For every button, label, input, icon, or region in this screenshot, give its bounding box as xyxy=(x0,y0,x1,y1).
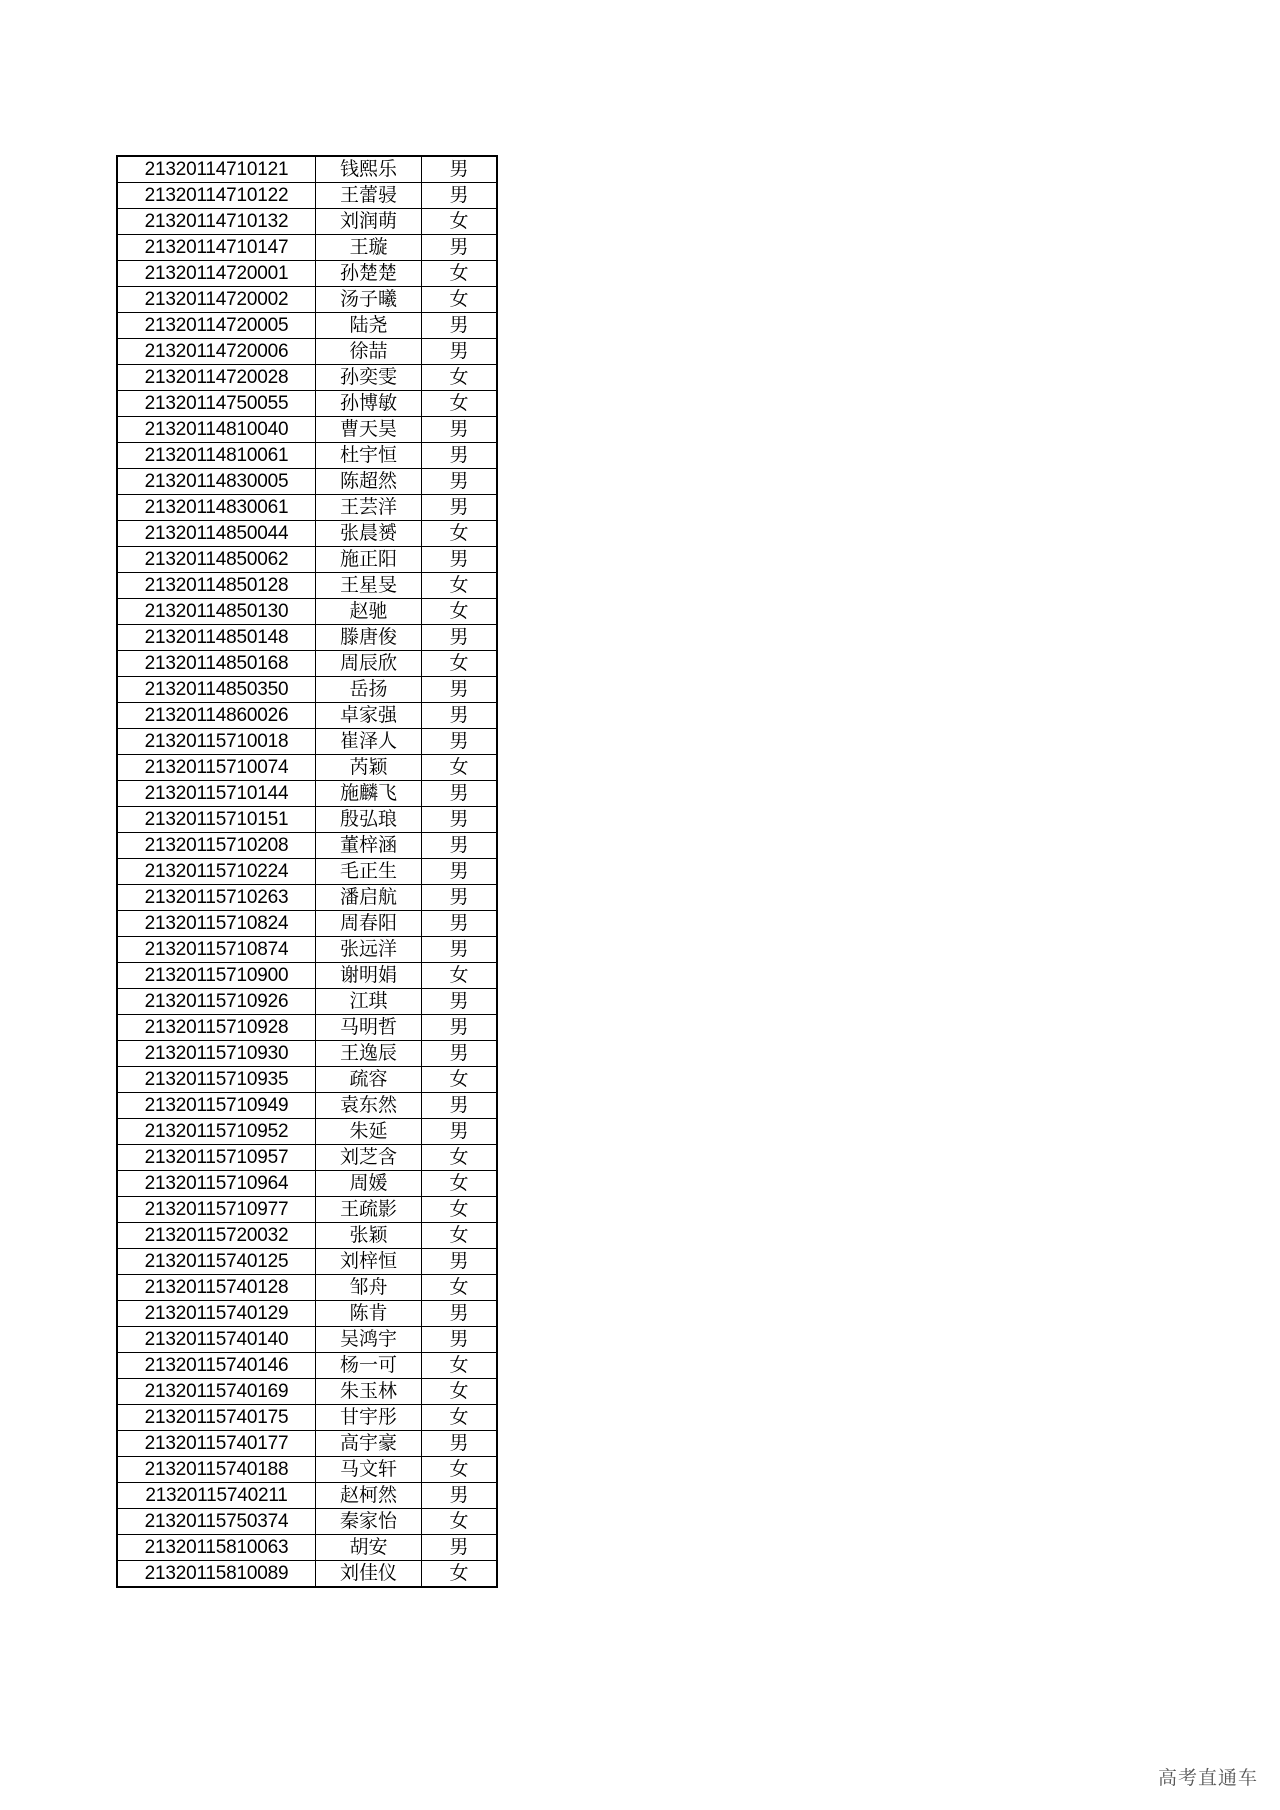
student-name-cell: 毛正生 xyxy=(316,859,422,885)
student-gender-cell: 女 xyxy=(422,755,498,781)
table-row xyxy=(117,1431,497,1457)
student-name-cell: 张颖 xyxy=(316,1223,422,1249)
student-name-cell: 王璇 xyxy=(316,235,422,261)
student-id-cell: 21320114830005 xyxy=(117,469,316,495)
student-name-cell: 周辰欣 xyxy=(316,651,422,677)
student-name-cell: 芮颖 xyxy=(316,755,422,781)
student-gender-cell: 女 xyxy=(422,1275,498,1301)
table-row xyxy=(117,651,497,677)
table-row xyxy=(117,547,497,573)
table-row xyxy=(117,443,497,469)
student-id-cell: 21320114710147 xyxy=(117,235,316,261)
student-name-cell: 马文轩 xyxy=(316,1457,422,1483)
student-id-cell: 21320115740128 xyxy=(117,1275,316,1301)
student-gender-cell: 男 xyxy=(422,469,498,495)
student-id-cell: 21320115710926 xyxy=(117,989,316,1015)
student-id-cell: 21320115710824 xyxy=(117,911,316,937)
student-id-cell: 21320115710263 xyxy=(117,885,316,911)
table-row xyxy=(117,1535,497,1561)
student-gender-cell: 男 xyxy=(422,313,498,339)
student-name-cell: 周媛 xyxy=(316,1171,422,1197)
table-row xyxy=(117,183,497,209)
student-gender-cell: 男 xyxy=(422,1093,498,1119)
table-row xyxy=(117,1327,497,1353)
student-id-cell: 21320115710949 xyxy=(117,1093,316,1119)
student-id-cell: 21320115740169 xyxy=(117,1379,316,1405)
student-name-cell: 秦家怡 xyxy=(316,1509,422,1535)
table-row xyxy=(117,989,497,1015)
student-id-cell: 21320114850128 xyxy=(117,573,316,599)
table-row xyxy=(117,755,497,781)
student-name-cell: 陈超然 xyxy=(316,469,422,495)
student-gender-cell: 男 xyxy=(422,703,498,729)
student-roster-table xyxy=(116,155,498,1588)
table-row xyxy=(117,1171,497,1197)
student-gender-cell: 女 xyxy=(422,1197,498,1223)
student-id-cell: 21320115710018 xyxy=(117,729,316,755)
student-id-cell: 21320115810089 xyxy=(117,1561,316,1588)
student-name-cell: 汤子曦 xyxy=(316,287,422,313)
roster-body xyxy=(117,156,497,1587)
student-name-cell: 江琪 xyxy=(316,989,422,1015)
student-id-cell: 21320114850350 xyxy=(117,677,316,703)
student-gender-cell: 男 xyxy=(422,235,498,261)
student-id-cell: 21320114850044 xyxy=(117,521,316,547)
table-row xyxy=(117,703,497,729)
student-name-cell: 孙博敏 xyxy=(316,391,422,417)
student-id-cell: 21320115710964 xyxy=(117,1171,316,1197)
table-row xyxy=(117,313,497,339)
student-gender-cell: 男 xyxy=(422,1327,498,1353)
student-id-cell: 21320115720032 xyxy=(117,1223,316,1249)
student-gender-cell: 男 xyxy=(422,1535,498,1561)
student-name-cell: 朱延 xyxy=(316,1119,422,1145)
student-gender-cell: 男 xyxy=(422,911,498,937)
student-gender-cell: 女 xyxy=(422,1353,498,1379)
student-gender-cell: 女 xyxy=(422,365,498,391)
student-name-cell: 甘宇彤 xyxy=(316,1405,422,1431)
student-gender-cell: 男 xyxy=(422,937,498,963)
student-id-cell: 21320115740125 xyxy=(117,1249,316,1275)
student-name-cell: 刘梓恒 xyxy=(316,1249,422,1275)
student-name-cell: 赵驰 xyxy=(316,599,422,625)
table-row xyxy=(117,417,497,443)
student-name-cell: 陆尧 xyxy=(316,313,422,339)
student-id-cell: 21320114710132 xyxy=(117,209,316,235)
student-name-cell: 陈肯 xyxy=(316,1301,422,1327)
student-name-cell: 刘芝含 xyxy=(316,1145,422,1171)
student-gender-cell: 男 xyxy=(422,677,498,703)
student-name-cell: 刘佳仪 xyxy=(316,1561,422,1588)
table-row xyxy=(117,365,497,391)
student-gender-cell: 女 xyxy=(422,963,498,989)
table-row xyxy=(117,807,497,833)
student-gender-cell: 女 xyxy=(422,1509,498,1535)
student-name-cell: 潘启航 xyxy=(316,885,422,911)
table-row xyxy=(117,1093,497,1119)
student-gender-cell: 男 xyxy=(422,183,498,209)
student-gender-cell: 男 xyxy=(422,729,498,755)
table-row xyxy=(117,963,497,989)
student-gender-cell: 女 xyxy=(422,573,498,599)
student-id-cell: 21320115710151 xyxy=(117,807,316,833)
student-gender-cell: 男 xyxy=(422,1119,498,1145)
student-name-cell: 马明哲 xyxy=(316,1015,422,1041)
student-name-cell: 朱玉林 xyxy=(316,1379,422,1405)
student-name-cell: 岳扬 xyxy=(316,677,422,703)
student-name-cell: 杨一可 xyxy=(316,1353,422,1379)
student-id-cell: 21320114810061 xyxy=(117,443,316,469)
student-gender-cell: 女 xyxy=(422,521,498,547)
student-gender-cell: 女 xyxy=(422,1405,498,1431)
table-row xyxy=(117,156,497,183)
table-row xyxy=(117,1561,497,1588)
student-name-cell: 吴鸿宇 xyxy=(316,1327,422,1353)
student-name-cell: 钱熙乐 xyxy=(316,156,422,183)
student-id-cell: 21320115710952 xyxy=(117,1119,316,1145)
table-row xyxy=(117,911,497,937)
student-id-cell: 21320115710928 xyxy=(117,1015,316,1041)
student-name-cell: 殷弘琅 xyxy=(316,807,422,833)
student-gender-cell: 男 xyxy=(422,859,498,885)
student-id-cell: 21320115810063 xyxy=(117,1535,316,1561)
student-gender-cell: 男 xyxy=(422,1301,498,1327)
student-gender-cell: 男 xyxy=(422,417,498,443)
student-name-cell: 疏容 xyxy=(316,1067,422,1093)
table-row xyxy=(117,1457,497,1483)
student-id-cell: 21320115710957 xyxy=(117,1145,316,1171)
student-gender-cell: 男 xyxy=(422,1015,498,1041)
student-gender-cell: 男 xyxy=(422,1041,498,1067)
student-id-cell: 21320115710874 xyxy=(117,937,316,963)
student-gender-cell: 男 xyxy=(422,547,498,573)
table-row xyxy=(117,1405,497,1431)
table-row xyxy=(117,1301,497,1327)
student-id-cell: 21320115710208 xyxy=(117,833,316,859)
student-name-cell: 张晨赟 xyxy=(316,521,422,547)
student-gender-cell: 男 xyxy=(422,495,498,521)
student-id-cell: 21320114710121 xyxy=(117,156,316,183)
student-gender-cell: 男 xyxy=(422,807,498,833)
student-gender-cell: 女 xyxy=(422,209,498,235)
table-row xyxy=(117,209,497,235)
student-id-cell: 21320115710900 xyxy=(117,963,316,989)
student-name-cell: 施正阳 xyxy=(316,547,422,573)
student-gender-cell: 男 xyxy=(422,443,498,469)
student-id-cell: 21320114830061 xyxy=(117,495,316,521)
student-gender-cell: 女 xyxy=(422,1145,498,1171)
student-name-cell: 邹舟 xyxy=(316,1275,422,1301)
student-gender-cell: 男 xyxy=(422,781,498,807)
student-gender-cell: 女 xyxy=(422,1561,498,1588)
student-name-cell: 谢明娟 xyxy=(316,963,422,989)
student-gender-cell: 女 xyxy=(422,599,498,625)
table-row xyxy=(117,1509,497,1535)
student-id-cell: 21320115710144 xyxy=(117,781,316,807)
student-name-cell: 王逸辰 xyxy=(316,1041,422,1067)
table-row xyxy=(117,235,497,261)
student-name-cell: 孙奕雯 xyxy=(316,365,422,391)
table-row xyxy=(117,859,497,885)
student-gender-cell: 女 xyxy=(422,391,498,417)
student-name-cell: 滕唐俊 xyxy=(316,625,422,651)
student-gender-cell: 女 xyxy=(422,261,498,287)
student-gender-cell: 男 xyxy=(422,1431,498,1457)
student-id-cell: 21320114850062 xyxy=(117,547,316,573)
student-id-cell: 21320115710074 xyxy=(117,755,316,781)
student-id-cell: 21320114720002 xyxy=(117,287,316,313)
student-gender-cell: 男 xyxy=(422,885,498,911)
table-row xyxy=(117,1353,497,1379)
student-gender-cell: 男 xyxy=(422,625,498,651)
student-gender-cell: 男 xyxy=(422,833,498,859)
student-name-cell: 袁东然 xyxy=(316,1093,422,1119)
table-row xyxy=(117,1067,497,1093)
student-id-cell: 21320115710930 xyxy=(117,1041,316,1067)
table-row xyxy=(117,1275,497,1301)
table-row xyxy=(117,599,497,625)
student-id-cell: 21320115740211 xyxy=(117,1483,316,1509)
table-row xyxy=(117,781,497,807)
table-row xyxy=(117,937,497,963)
student-gender-cell: 男 xyxy=(422,1483,498,1509)
student-name-cell: 王蕾骎 xyxy=(316,183,422,209)
table-row xyxy=(117,261,497,287)
table-row xyxy=(117,1249,497,1275)
student-id-cell: 21320115750374 xyxy=(117,1509,316,1535)
student-name-cell: 张远洋 xyxy=(316,937,422,963)
student-gender-cell: 男 xyxy=(422,1249,498,1275)
table-row xyxy=(117,469,497,495)
table-row xyxy=(117,677,497,703)
student-id-cell: 21320114710122 xyxy=(117,183,316,209)
table-row xyxy=(117,391,497,417)
watermark-text: 高考直通车 xyxy=(1157,1767,1258,1789)
table-row xyxy=(117,1119,497,1145)
student-id-cell: 21320115740175 xyxy=(117,1405,316,1431)
table-row xyxy=(117,1223,497,1249)
student-gender-cell: 女 xyxy=(422,1171,498,1197)
table-row xyxy=(117,339,497,365)
student-name-cell: 赵柯然 xyxy=(316,1483,422,1509)
student-gender-cell: 女 xyxy=(422,651,498,677)
student-name-cell: 王疏影 xyxy=(316,1197,422,1223)
student-id-cell: 21320115710977 xyxy=(117,1197,316,1223)
student-id-cell: 21320114720028 xyxy=(117,365,316,391)
student-id-cell: 21320114810040 xyxy=(117,417,316,443)
table-row xyxy=(117,625,497,651)
student-name-cell: 王芸洋 xyxy=(316,495,422,521)
student-name-cell: 刘润萌 xyxy=(316,209,422,235)
student-id-cell: 21320114720005 xyxy=(117,313,316,339)
student-id-cell: 21320115710935 xyxy=(117,1067,316,1093)
student-gender-cell: 女 xyxy=(422,1457,498,1483)
student-name-cell: 崔泽人 xyxy=(316,729,422,755)
student-gender-cell: 女 xyxy=(422,1223,498,1249)
student-name-cell: 杜宇恒 xyxy=(316,443,422,469)
table-row xyxy=(117,1041,497,1067)
table-row xyxy=(117,1379,497,1405)
student-id-cell: 21320114860026 xyxy=(117,703,316,729)
student-name-cell: 董梓涵 xyxy=(316,833,422,859)
table-row xyxy=(117,729,497,755)
student-id-cell: 21320115740188 xyxy=(117,1457,316,1483)
student-name-cell: 徐喆 xyxy=(316,339,422,365)
student-name-cell: 胡安 xyxy=(316,1535,422,1561)
student-id-cell: 21320115740146 xyxy=(117,1353,316,1379)
student-id-cell: 21320115710224 xyxy=(117,859,316,885)
table-row xyxy=(117,885,497,911)
table-row xyxy=(117,521,497,547)
student-gender-cell: 男 xyxy=(422,156,498,183)
student-id-cell: 21320115740129 xyxy=(117,1301,316,1327)
table-row xyxy=(117,1015,497,1041)
student-name-cell: 曹天昊 xyxy=(316,417,422,443)
student-id-cell: 21320114750055 xyxy=(117,391,316,417)
table-row xyxy=(117,1145,497,1171)
student-id-cell: 21320114720001 xyxy=(117,261,316,287)
student-id-cell: 21320114720006 xyxy=(117,339,316,365)
student-name-cell: 卓家强 xyxy=(316,703,422,729)
student-gender-cell: 女 xyxy=(422,1379,498,1405)
student-id-cell: 21320115740177 xyxy=(117,1431,316,1457)
student-gender-cell: 女 xyxy=(422,1067,498,1093)
table-row xyxy=(117,1197,497,1223)
student-id-cell: 21320114850168 xyxy=(117,651,316,677)
student-id-cell: 21320115740140 xyxy=(117,1327,316,1353)
table-row xyxy=(117,573,497,599)
student-gender-cell: 男 xyxy=(422,339,498,365)
student-id-cell: 21320114850148 xyxy=(117,625,316,651)
student-id-cell: 21320114850130 xyxy=(117,599,316,625)
student-name-cell: 周春阳 xyxy=(316,911,422,937)
student-name-cell: 高宇豪 xyxy=(316,1431,422,1457)
table-row xyxy=(117,1483,497,1509)
student-name-cell: 孙楚楚 xyxy=(316,261,422,287)
student-gender-cell: 男 xyxy=(422,989,498,1015)
student-name-cell: 施麟飞 xyxy=(316,781,422,807)
student-gender-cell: 女 xyxy=(422,287,498,313)
student-name-cell: 王星旻 xyxy=(316,573,422,599)
table-row xyxy=(117,833,497,859)
table-row xyxy=(117,287,497,313)
table-row xyxy=(117,495,497,521)
